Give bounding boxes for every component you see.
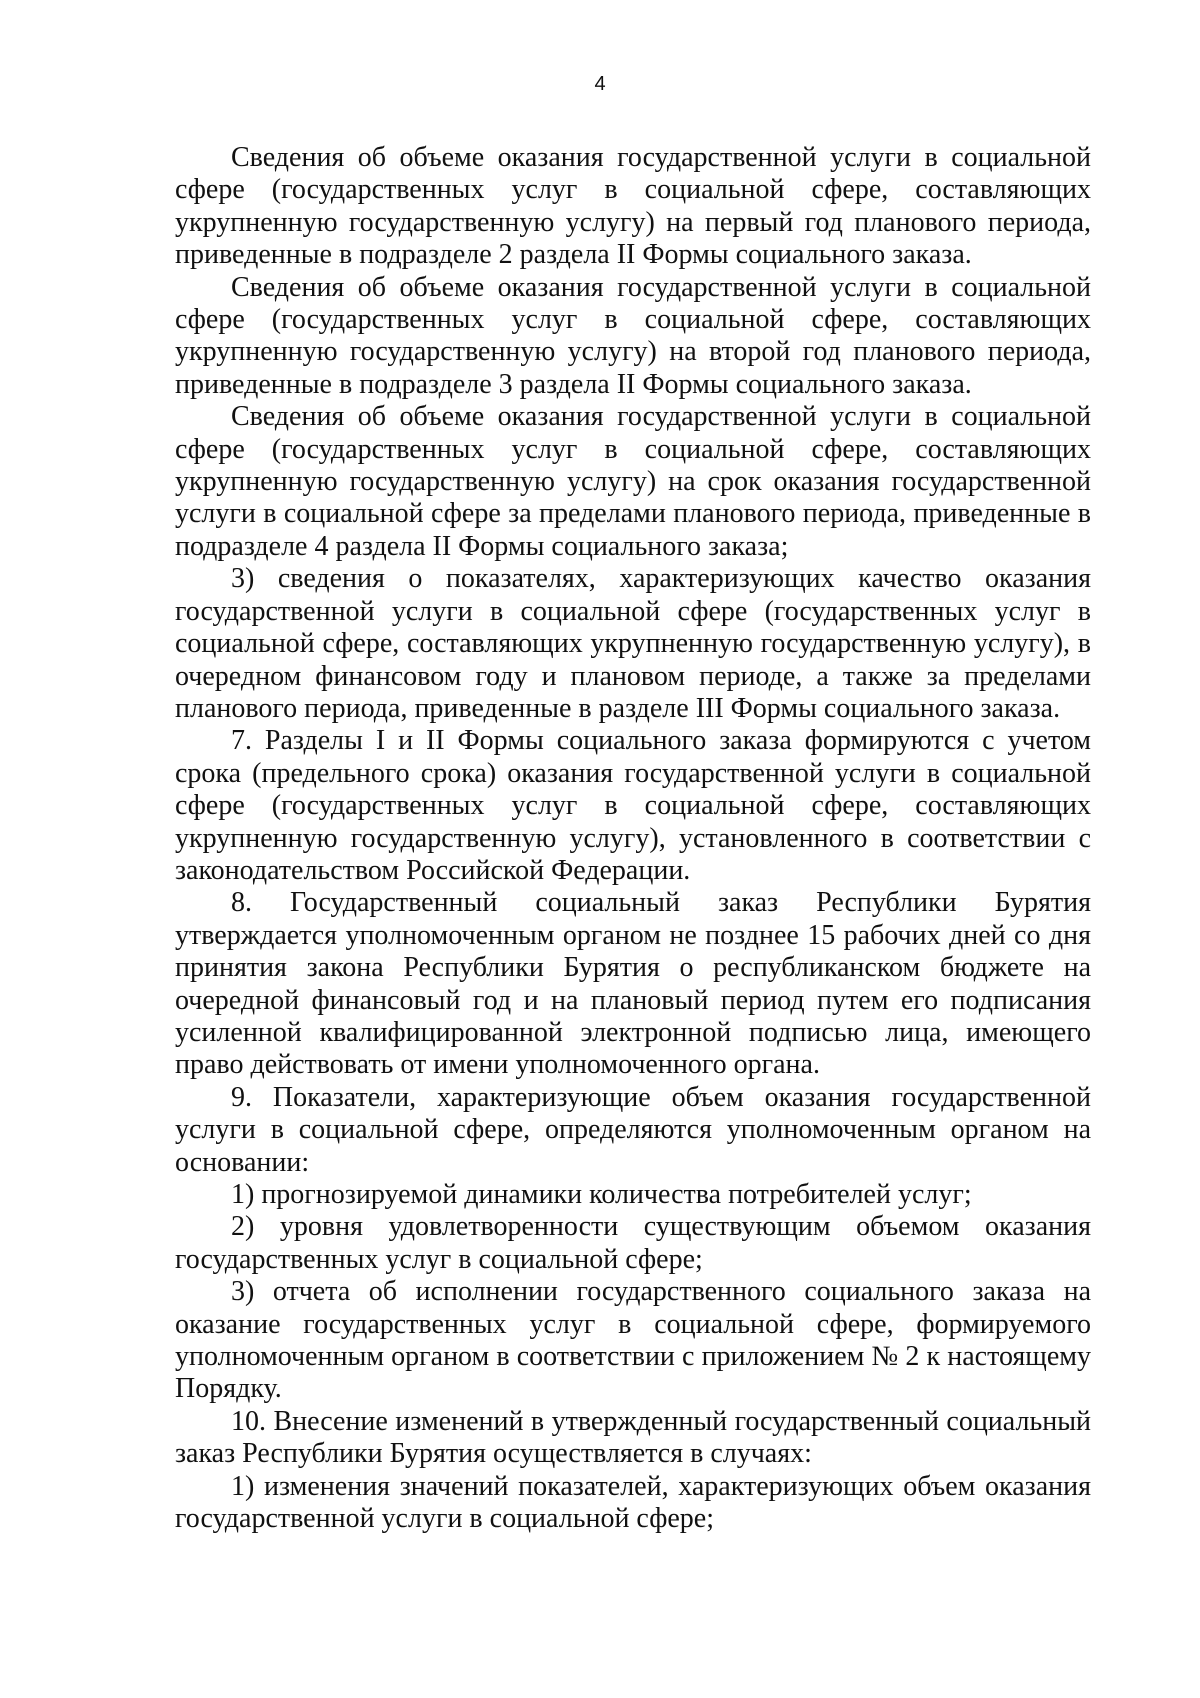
paragraph-item-9-sub-1: 1) прогнозируемой динамики количества потребителей услуг; bbox=[231, 1179, 972, 1210]
paragraph-volume-beyond-period: Сведения об объеме оказания государственной услуги в социальной сфере (государственных услуг в социальной сфере, составляющих укрупненную государственную услугу) на срок оказания государственной услуги в социальной сфере за пределами планового периода, приведенные в подразделе 4 раздела II Формы социального заказа; bbox=[175, 401, 1091, 562]
page-number: 4 bbox=[594, 73, 606, 95]
paragraph-quality-indicators: 3) сведения о показателях, характеризующих качество оказания государственной услуги в социальной сфере (государственных услуг в социальной сфере, составляющих укрупненную государственную услугу), в очередном финансовом году и плановом периоде, а также за пределами планового периода, приведенные в разделе III Формы социального заказа. bbox=[175, 563, 1091, 724]
paragraph-item-10-sub-1: 1) изменения значений показателей, характеризующих объем оказания государственной услуги в социальной сфере; bbox=[175, 1470, 1091, 1535]
paragraph-item-8: 8. Государственный социальный заказ Республики Бурятия утверждается уполномоченным органом не позднее 15 рабочих дней со дня принятия закона Республики Бурятия о республиканском бюджете на очередной финансовый год и на плановый период путем его подписания усиленной квалифицированной электронной подписью лица, имеющего право действовать от имени уполномоченного органа. bbox=[175, 887, 1091, 1081]
paragraph-item-10: 10. Внесение изменений в утвержденный государственный социальный заказ Республики Бурятия осуществляется в случаях: bbox=[175, 1405, 1091, 1470]
paragraph-volume-first-year: Сведения об объеме оказания государственной услуги в социальной сфере (государственных услуг в социальной сфере, составляющих укрупненную государственную услугу) на первый год планового периода, приведенные в подразделе 2 раздела II Формы социального заказа. bbox=[175, 142, 1091, 271]
document-body bbox=[175, 142, 1091, 1535]
paragraph-volume-second-year: Сведения об объеме оказания государственной услуги в социальной сфере (государственных услуг в социальной сфере, составляющих укрупненную государственную услугу) на второй год планового периода, приведенные в подразделе 3 раздела II Формы социального заказа. bbox=[175, 271, 1091, 400]
paragraph-item-9-sub-3: 3) отчета об исполнении государственного социального заказа на оказание государственных услуг в социальной сфере, формируемого уполномоченным органом в соответствии с приложением № 2 к настоящему Порядку. bbox=[175, 1276, 1091, 1405]
paragraph-item-9-sub-2: 2) уровня удовлетворенности существующим объемом оказания государственных услуг в социальной сфере; bbox=[175, 1211, 1091, 1275]
paragraph-item-9: 9. Показатели, характеризующие объем оказания государственной услуги в социальной сфере, определяются уполномоченным органом на основании: bbox=[175, 1081, 1091, 1178]
paragraph-item-7: 7. Разделы I и II Формы социального заказа формируются с учетом срока (предельного срока) оказания государственной услуги в социальной сфере (государственных услуг в социальной сфере, составляющих укрупненную государственную услугу), установленного в соответствии с законодательством Российской Федерации. bbox=[175, 725, 1091, 886]
